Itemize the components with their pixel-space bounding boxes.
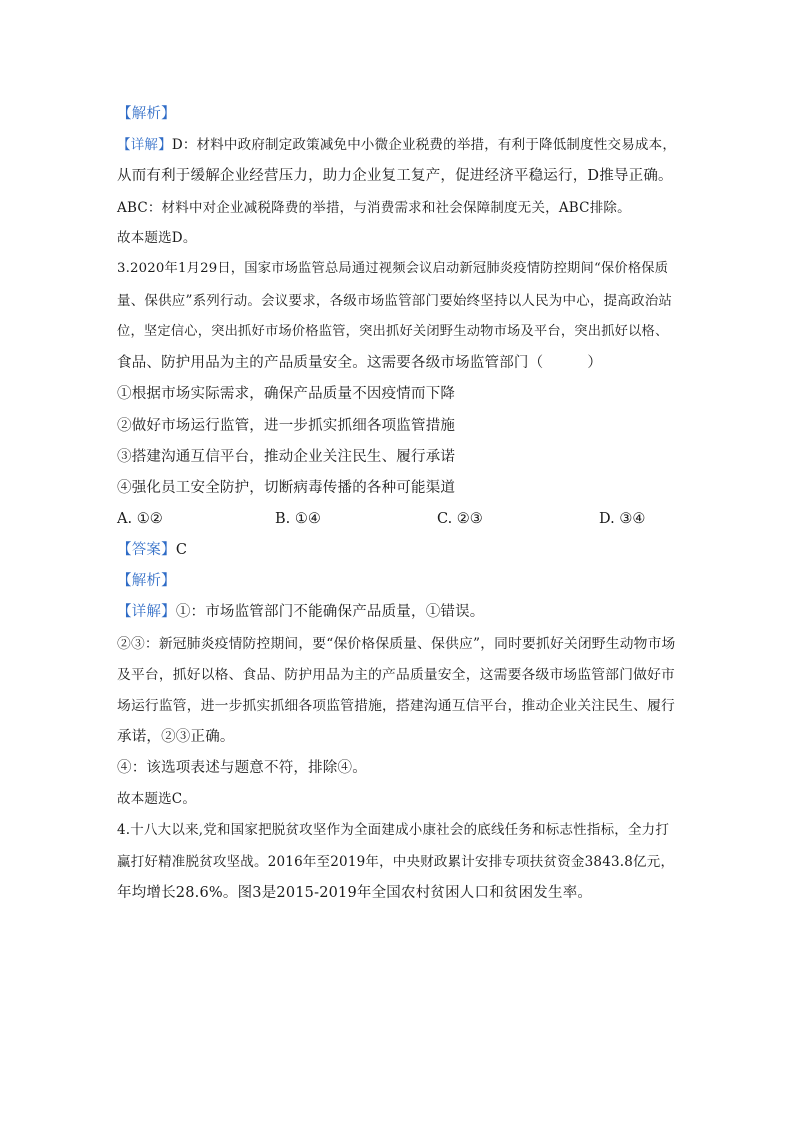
detail-line: 承诺，②③正确。	[117, 729, 235, 745]
question-stem-line: 4.十八大以来,党和国家把脱贫攻坚作为全面建成小康社会的底线任务和标志性指标，全力打	[117, 822, 670, 838]
detail-line: 场运行监管，进一步抓实抓细各项监管措施，搭建沟通互信平台，推动企业关注民生、履行	[117, 698, 676, 714]
question-stem-line: 赢打好精准脱贫攻坚战。2016年至2019年，中央财政累计安排专项扶贫资金3843.8亿元，	[117, 854, 675, 870]
analysis-heading: 【解析】	[117, 106, 176, 122]
detail-line: 从而有利于缓解企业经营压力，助力企业复工复产，促进经济平稳运行，D推导正确。	[117, 168, 673, 184]
statement-item: ①根据市场实际需求，确保产品质量不因疫情而下降	[117, 386, 456, 402]
analysis-heading: 【解析】	[117, 573, 176, 589]
question-stem-line: 3.2020年1月29日，国家市场监管总局通过视频会议启动新冠肺炎疫情防控期间“保价格保质	[117, 261, 669, 276]
answer-value: C	[175, 542, 188, 558]
option-d: D. ③④	[599, 511, 646, 527]
option-b: B. ①④	[275, 511, 321, 527]
detail-text: D：材料中政府制定政策减免中小微企业税费的举措，有利于降低制度性交易成本，	[171, 137, 677, 153]
detail-text: ①：市场监管部门不能确保产品质量，①错误。	[175, 604, 485, 620]
question-stem-line: 量、保供应”系列行动。会议要求，各级市场监管部门要始终坚持以人民为中心，提高政治站	[117, 293, 673, 309]
detail-tag: 【详解】	[117, 604, 176, 620]
question-stem-line: 位，坚定信心，突出抓好市场价格监管，突出抓好关闭野生动物市场及平台，突出抓好以格、	[117, 324, 669, 339]
answer-tag: 【答案】	[117, 542, 176, 558]
option-c: C. ②③	[437, 511, 483, 527]
detail-tag: 【详解】	[117, 137, 172, 153]
detail-line: ④：该选项表述与题意不符，排除④。	[117, 760, 367, 776]
detail-line: 及平台，抓好以格、食品、防护用品为主的产品质量安全，这需要各级市场监管部门做好市	[117, 667, 676, 683]
conclusion-text: 故本题选C。	[117, 791, 197, 807]
option-a: A. ①②	[117, 511, 163, 527]
detail-line	[117, 602, 485, 622]
question-stem-line: 食品、防护用品为主的产品质量安全。这需要各级市场监管部门（ ）	[117, 355, 603, 371]
detail-line: ②③：新冠肺炎疫情防控期间，要“保价格保质量、保供应”，同时要抓好关闭野生动物市场	[117, 636, 676, 652]
question-stem-line: 年均增长28.6%。图3是2015-2019年全国农村贫困人口和贫困发生率。	[117, 885, 593, 901]
answer-line	[117, 540, 187, 560]
statement-item: ③搭建沟通互信平台，推动企业关注民生、履行承诺	[117, 449, 456, 465]
statement-item: ④强化员工安全防护，切断病毒传播的各种可能渠道	[117, 480, 456, 496]
statement-item: ②做好市场运行监管，进一步抓实抓细各项监管措施	[117, 418, 456, 434]
detail-line	[117, 135, 676, 155]
conclusion-text: 故本题选D。	[117, 230, 197, 246]
detail-line: ABC：材料中对企业减税降费的举措，与消费需求和社会保障制度无关，ABC排除。	[117, 200, 631, 216]
